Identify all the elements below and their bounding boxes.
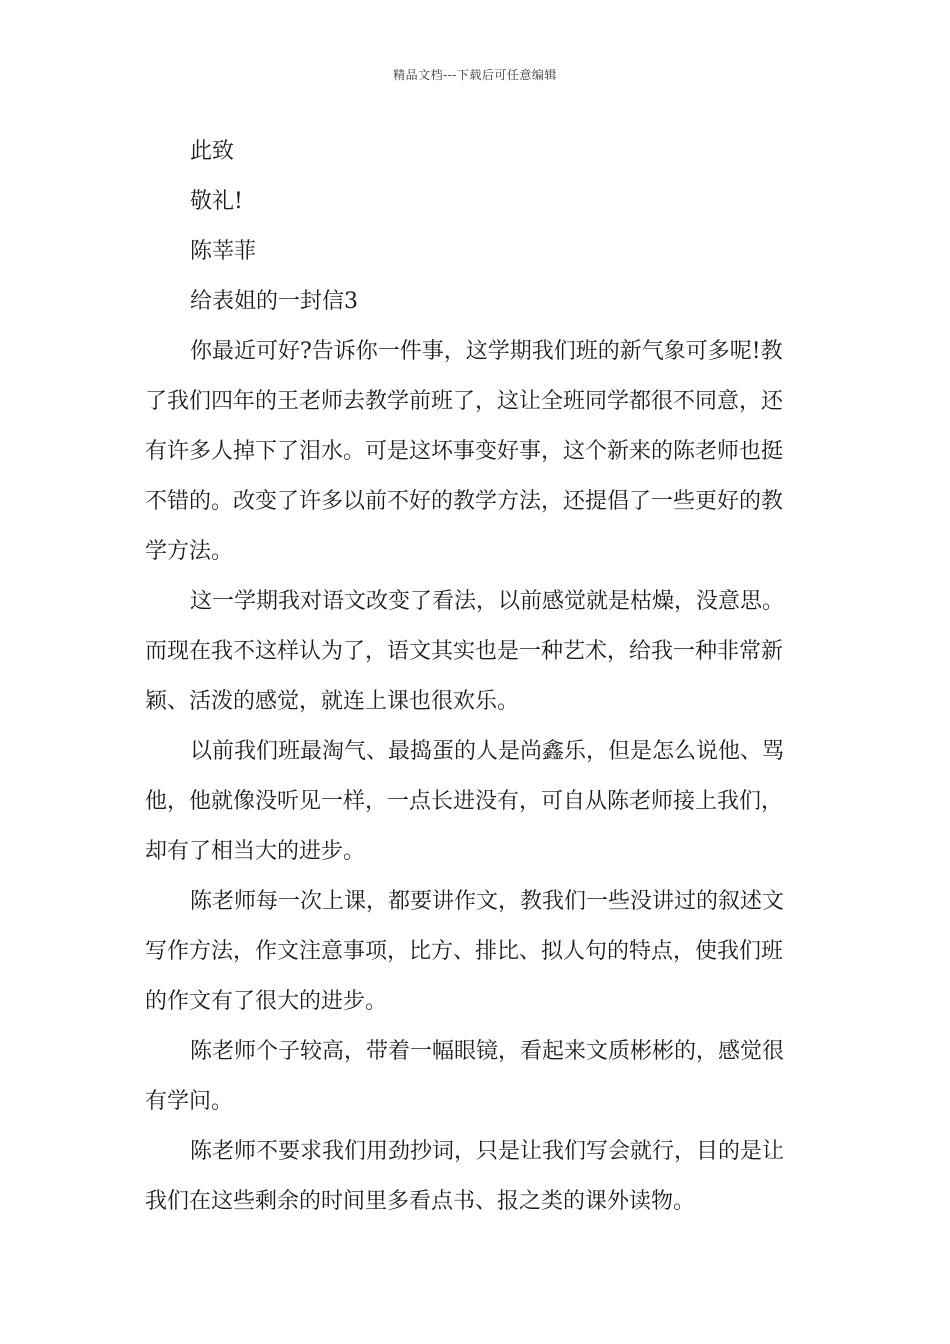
- page-header: 精品文档---下载后可任意编辑: [393, 68, 557, 82]
- paragraph-line: 的作文有了很大的进步。: [145, 989, 388, 1014]
- paragraph-line: 以前我们班最淘气、最捣蛋的人是尚鑫乐，但是怎么说他、骂: [190, 739, 785, 764]
- paragraph-line: 而现在我不这样认为了，语文其实也是一种艺术，给我一种非常新: [145, 639, 784, 664]
- closing-line: 此致: [190, 139, 235, 164]
- paragraph-line: 陈老师个子较高，带着一幅眼镜，看起来文质彬彬的，感觉很: [190, 1039, 785, 1064]
- paragraph-line: 不错的。改变了许多以前不好的教学方法，还提倡了一些更好的教: [145, 489, 784, 514]
- letter-title: 给表姐的一封信3: [190, 289, 358, 314]
- paragraph-line: 了我们四年的王老师去教学前班了，这让全班同学都很不同意，还: [145, 389, 784, 414]
- paragraph-line: 我们在这些剩余的时间里多看点书、报之类的课外读物。: [145, 1189, 696, 1214]
- paragraph-line: 写作方法，作文注意事项，比方、排比、拟人句的特点，使我们班: [145, 939, 784, 964]
- paragraph-line: 这一学期我对语文改变了看法，以前感觉就是枯燥，没意思。: [190, 589, 785, 614]
- paragraph-line: 有许多人掉下了泪水。可是这坏事变好事，这个新来的陈老师也挺: [145, 439, 784, 464]
- paragraph-line: 他，他就像没听见一样，一点长进没有，可自从陈老师接上我们，: [145, 789, 784, 814]
- letter-body: [145, 127, 807, 1227]
- paragraph-line: 陈老师每一次上课，都要讲作文，教我们一些没讲过的叙述文: [190, 889, 785, 914]
- signature-line: 陈莘菲: [190, 239, 257, 264]
- paragraph-line: 你最近可好?告诉你一件事，这学期我们班的新气象可多呢!教: [190, 339, 783, 364]
- paragraph-line: 却有了相当大的进步。: [145, 839, 366, 864]
- paragraph-line: 有学问。: [145, 1089, 234, 1114]
- salutation-line: 敬礼!: [190, 189, 243, 214]
- paragraph-line: 陈老师不要求我们用劲抄词，只是让我们写会就行，目的是让: [190, 1139, 785, 1164]
- paragraph-line: 颖、活泼的感觉，就连上课也很欢乐。: [145, 689, 520, 714]
- paragraph-line: 学方法。: [145, 539, 234, 564]
